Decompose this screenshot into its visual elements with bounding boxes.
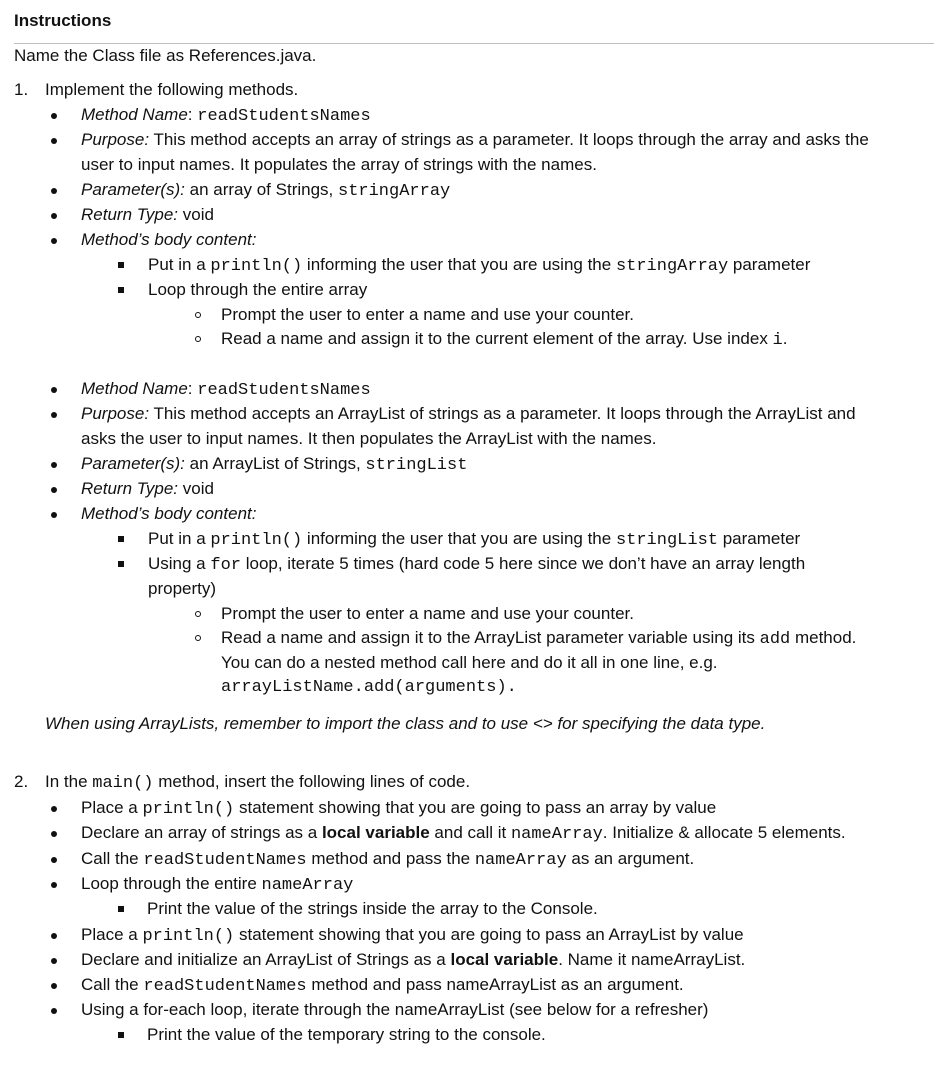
step2-item-2	[81, 821, 846, 847]
text: informing the user that you are using the	[302, 529, 616, 548]
code: readStudentNames	[143, 851, 307, 870]
m1-purpose-line2: user to input names. It populates the array of strings with the names.	[81, 155, 597, 174]
square-bullet-icon	[118, 561, 124, 567]
label: Purpose:	[81, 130, 150, 149]
code: nameArray	[510, 825, 603, 844]
circle-bullet-icon	[195, 635, 201, 641]
m2-purpose	[81, 402, 856, 426]
m1-body-label: Method’s body content:	[81, 230, 257, 249]
step2-item-6	[81, 948, 745, 972]
m2-sub-prompt: Prompt the user to enter a name and use your counter.	[221, 604, 634, 623]
bullet-icon	[51, 512, 57, 518]
code: println()	[210, 257, 303, 276]
bullet-icon	[51, 412, 57, 418]
square-bullet-icon	[118, 1032, 124, 1038]
param-text: an array of Strings,	[184, 180, 338, 199]
text: as an argument.	[566, 849, 695, 868]
purpose-text: This method accepts an ArrayList of strings as a parameter. It loops through the ArrayList and	[149, 404, 856, 423]
m2-return-type	[81, 477, 214, 501]
text: method, insert the following lines of code.	[153, 772, 471, 791]
text: Read a name and assign it to the current element of the array. Use index	[221, 329, 773, 348]
step2-item-4	[81, 872, 353, 898]
return-value: void	[178, 479, 214, 498]
text: method and pass nameArrayList as an argument.	[306, 975, 684, 994]
colon: :	[187, 379, 193, 398]
method-name-code: readStudentsNames	[197, 107, 371, 126]
m1-sub-read	[221, 327, 787, 353]
param-code: stringArray	[338, 182, 451, 201]
bullet-icon	[51, 933, 57, 939]
bullet-icon	[51, 983, 57, 989]
m1-method-name	[81, 103, 371, 129]
m1-parameters	[81, 178, 450, 204]
bullet-icon	[51, 188, 57, 194]
m2-purpose-line2: asks the user to input names. It then populates the ArrayList with the names.	[81, 429, 657, 448]
bullet-icon	[51, 806, 57, 812]
arraylist-note: When using ArrayLists, remember to import the class and to use <> for specifying the data type.	[45, 714, 766, 733]
step-2-number: 2.	[14, 772, 29, 791]
m2-step-for-loop	[148, 552, 805, 578]
purpose-text: This method accepts an array of strings as a parameter. It loops through the array and asks the	[149, 130, 869, 149]
text: Put in a	[148, 255, 211, 274]
text: . Initialize & allocate 5 elements.	[602, 823, 846, 842]
code: println()	[142, 800, 235, 819]
text: and call it	[429, 823, 511, 842]
text: statement showing that you are going to pass an array by value	[234, 798, 717, 817]
code: println()	[210, 531, 303, 550]
code: readStudentNames	[143, 977, 307, 996]
m2-sub-read-line2: You can do a nested method call here and do it all in one line, e.g.	[221, 653, 718, 672]
text: . Name it nameArrayList.	[558, 950, 746, 969]
label: Method Name	[81, 105, 188, 124]
code: nameArray	[474, 851, 567, 870]
colon: :	[187, 105, 193, 124]
text: Loop through the entire	[81, 874, 262, 893]
m2-body-label: Method’s body content:	[81, 504, 257, 523]
bullet-icon	[51, 213, 57, 219]
text: statement showing that you are going to pass an ArrayList by value	[234, 925, 744, 944]
text: Call the	[81, 849, 144, 868]
m1-sub-prompt: Prompt the user to enter a name and use your counter.	[221, 305, 634, 324]
step-1-number: 1.	[14, 80, 29, 99]
m1-step-println	[148, 253, 810, 279]
bold-text: local variable	[321, 823, 430, 842]
text: loop, iterate 5 times (hard code 5 here since we don’t have an array length	[240, 554, 806, 573]
page-title: Instructions	[14, 11, 112, 30]
label: Parameter(s):	[81, 180, 185, 199]
code: i	[772, 331, 783, 350]
m2-parameters	[81, 452, 467, 478]
step2-item-3	[81, 847, 694, 873]
square-bullet-icon	[118, 287, 124, 293]
text: Using a	[148, 554, 211, 573]
text: parameter	[717, 529, 801, 548]
bullet-icon	[51, 387, 57, 393]
step-2-text	[45, 770, 470, 796]
text: Declare an array of strings as a	[81, 823, 322, 842]
step2-item-5	[81, 923, 744, 949]
text: In the	[45, 772, 93, 791]
bullet-icon	[51, 487, 57, 493]
label: Parameter(s):	[81, 454, 185, 473]
label: Method Name	[81, 379, 188, 398]
code: println()	[142, 927, 235, 946]
m2-sub-read-code: arrayListName.add(arguments).	[221, 678, 517, 697]
bullet-icon	[51, 238, 57, 244]
return-value: void	[178, 205, 214, 224]
bullet-icon	[51, 1008, 57, 1014]
label: Return Type:	[81, 479, 179, 498]
bullet-icon	[51, 882, 57, 888]
text: Declare and initialize an ArrayList of Strings as a	[81, 950, 451, 969]
bullet-icon	[51, 462, 57, 468]
bullet-icon	[51, 113, 57, 119]
m1-step-loop: Loop through the entire array	[148, 280, 368, 299]
m2-step-println	[148, 527, 800, 553]
text: Read a name and assign it to the ArrayList parameter variable using its	[221, 628, 760, 647]
circle-bullet-icon	[195, 611, 201, 617]
bullet-icon	[51, 138, 57, 144]
text: Call the	[81, 975, 144, 994]
m2-method-name	[81, 377, 371, 403]
m1-purpose	[81, 128, 869, 152]
code: nameArray	[261, 876, 354, 895]
code: stringList	[615, 531, 718, 550]
bold-text: local variable	[450, 950, 559, 969]
square-bullet-icon	[118, 906, 124, 912]
intro-text: Name the Class file as References.java.	[14, 46, 317, 65]
step2-item-8-sub: Print the value of the temporary string to the console.	[147, 1025, 546, 1044]
m1-return-type	[81, 203, 214, 227]
bullet-icon	[51, 857, 57, 863]
bullet-icon	[51, 958, 57, 964]
circle-bullet-icon	[195, 312, 201, 318]
text: Place a	[81, 925, 143, 944]
step-1-text: Implement the following methods.	[45, 80, 299, 99]
param-text: an ArrayList of Strings,	[184, 454, 366, 473]
m2-step-for-loop-line2: property)	[148, 579, 217, 598]
text: informing the user that you are using the	[302, 255, 616, 274]
square-bullet-icon	[118, 536, 124, 542]
text: .	[782, 329, 788, 348]
text: Put in a	[148, 529, 211, 548]
text: Place a	[81, 798, 143, 817]
step2-item-7	[81, 973, 684, 999]
circle-bullet-icon	[195, 336, 201, 342]
label: Return Type:	[81, 205, 179, 224]
text: parameter	[728, 255, 811, 274]
code: stringArray	[615, 257, 729, 276]
step2-item-1	[81, 796, 716, 822]
step2-item-4-sub: Print the value of the strings inside the array to the Console.	[147, 899, 598, 918]
label: Purpose:	[81, 404, 150, 423]
step2-item-8: Using a for-each loop, iterate through the nameArrayList (see below for a refresher)	[81, 1000, 709, 1019]
code: for	[210, 556, 241, 575]
code: add	[759, 630, 791, 649]
text: method.	[790, 628, 857, 647]
square-bullet-icon	[118, 262, 124, 268]
code: main()	[92, 774, 154, 793]
method-name-code: readStudentsNames	[197, 381, 371, 400]
bullet-icon	[51, 831, 57, 837]
m2-sub-read	[221, 626, 856, 652]
text: method and pass the	[306, 849, 475, 868]
param-code: stringList	[365, 456, 468, 475]
